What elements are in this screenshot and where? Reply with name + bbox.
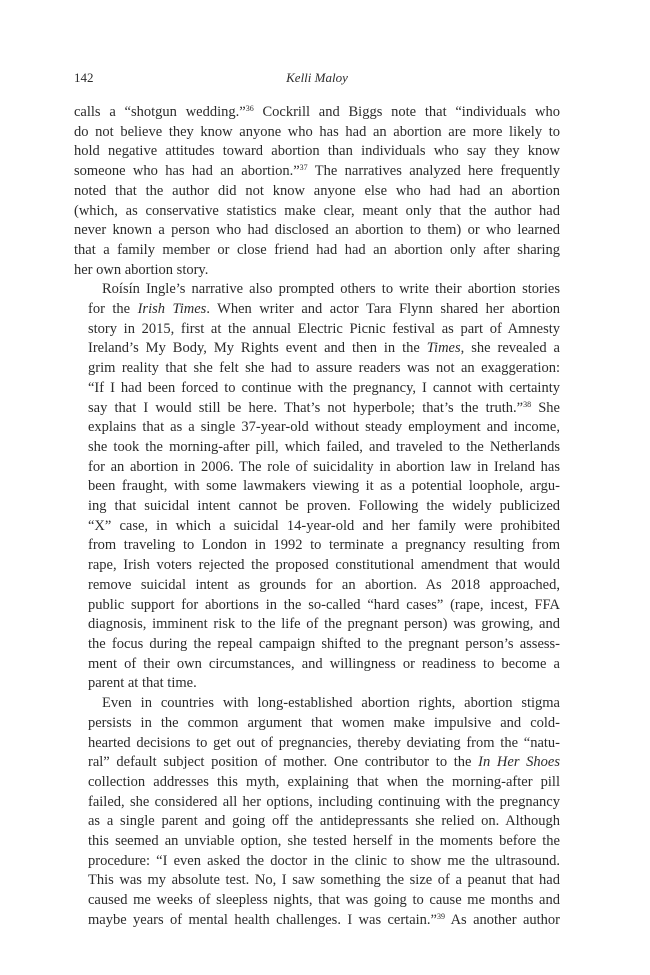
text-line: this seemed an unviable option, she tested herself in the moments before the bbox=[88, 833, 560, 850]
text-line: caused me weeks of sleepless nights, that was going to cause me months and bbox=[88, 892, 560, 909]
text-line: been fraught, with some lawmakers viewing it as a potential loophole, argu- bbox=[88, 478, 560, 495]
paragraph-1 bbox=[74, 103, 560, 280]
text-line: parent at that time. bbox=[88, 675, 197, 692]
text-line: collection addresses this myth, explaining that when the morning-after pill bbox=[88, 773, 560, 790]
page-number: 142 bbox=[74, 70, 94, 85]
text-line: someone who has had an abortion.”$^{37}$ The narratives analyzed here frequently bbox=[74, 163, 560, 180]
footnote-ref-36: 36 bbox=[245, 104, 254, 113]
text-line: explains that as a single 37-year-old without steady employment and income, bbox=[88, 419, 560, 436]
text-line: as a single parent and going off the antidepressants she relied on. Although bbox=[88, 813, 560, 830]
text-line: ment of their own circumstances, and willingness or readiness to become a bbox=[88, 655, 560, 672]
text-line: rape, Irish voters rejected the proposed constitutional amendment that would bbox=[88, 557, 560, 574]
paragraph-2 bbox=[74, 280, 560, 694]
text-line: “If I had been forced to continue with the pregnancy, I cannot with certainty bbox=[88, 379, 560, 396]
footnote-ref-39: 39 bbox=[437, 911, 445, 921]
text-line: Even in countries with long-established abortion rights, abortion stigma bbox=[102, 695, 560, 712]
page-header bbox=[74, 69, 560, 87]
publication-title: In Her Shoes bbox=[478, 754, 560, 771]
text-line: diagnosis, imminent risk to the life of the pregnant person) was growing, and bbox=[88, 616, 560, 633]
text-line: Ireland’s My Body, My Rights event and then in the Times, she revealed a bbox=[88, 340, 560, 357]
text-line: for the Irish Times. When writer and actor Tara Flynn shared her abortion bbox=[88, 301, 560, 318]
footnote-ref-38: 38 bbox=[523, 399, 532, 409]
text-line: the focus during the repeal campaign shifted to the pregnant person’s assess- bbox=[88, 635, 560, 652]
body-text bbox=[74, 103, 560, 931]
text-line: “X” case, in which a suicidal 14-year-old and her family were prohibited bbox=[88, 517, 560, 534]
text-line: maybe years of mental health challenges. I was certain.”$^{39}$ As another author bbox=[88, 911, 560, 928]
footnote-ref-37: 37 bbox=[299, 163, 308, 173]
text-line: failed, she considered all her options, including continuing with the pregnancy bbox=[88, 793, 560, 810]
paragraph-3 bbox=[74, 694, 560, 930]
text-line: remove suicidal intent as grounds for an abortion. As 2018 approached, bbox=[88, 576, 560, 593]
text-line: for an abortion in 2006. The role of suicidality in abortion law in Ireland has bbox=[88, 458, 560, 475]
text-line: do not believe they know anyone who has had an abortion are more likely to bbox=[74, 123, 560, 140]
text-line: persists in the common argument that women make impulsive and cold- bbox=[88, 714, 560, 731]
text-line: she took the morning-after pill, which failed, and traveled to the Netherlands bbox=[88, 438, 560, 455]
text-line: public support for abortions in the so-called “hard cases” (rape, incest, FFA bbox=[88, 596, 560, 613]
text-line: calls a “shotgun wedding.”$^{36}$ Cockrill and Biggs note that “individuals who bbox=[74, 104, 560, 120]
publication-title: Times bbox=[426, 340, 461, 357]
text-line: grim reality that she felt she had to assure readers was not an exaggeration: bbox=[88, 360, 560, 377]
text-line: her own abortion story. bbox=[74, 261, 209, 278]
text-line: ral” default subject position of mother. One contributor to the In Her Shoes bbox=[88, 754, 560, 771]
text-line: Roísín Ingle’s narrative also prompted others to write their abortion stories bbox=[102, 281, 560, 298]
publication-title: Irish Times bbox=[137, 301, 207, 318]
text-line: from traveling to London in 1992 to terminate a pregnancy resulting from bbox=[88, 537, 560, 554]
text-line: hold negative attitudes toward abortion than individuals who say they know bbox=[74, 143, 560, 160]
running-head-author: Kelli Maloy bbox=[286, 70, 348, 85]
text-line: that a family member or close friend had had an abortion only after sharing bbox=[74, 241, 560, 258]
text-line: never known a person who had disclosed an abortion to them) or who learned bbox=[74, 222, 560, 239]
text-line: noted that the author did not know anyone else who had had an abortion bbox=[74, 182, 560, 199]
text-line: ing that suicidal intent cannot be proven. Following the widely publicized bbox=[88, 498, 560, 515]
text-line: This was my absolute test. No, I saw something the size of a peanut that had bbox=[88, 872, 560, 889]
text-line: procedure: “I even asked the doctor in the clinic to show me the ultrasound. bbox=[88, 852, 560, 869]
text-line: story in 2015, first at the annual Electric Picnic festival as part of Amnesty bbox=[88, 320, 560, 337]
text-line: (which, as conservative statistics make clear, meant only that the author had bbox=[74, 202, 560, 219]
text-line: say that I would still be here. That’s not hyperbole; that’s the truth.”$^{38}$ She bbox=[88, 399, 560, 416]
text-line: hearted decisions to get out of pregnancies, thereby deviating from the “natu- bbox=[88, 734, 560, 751]
